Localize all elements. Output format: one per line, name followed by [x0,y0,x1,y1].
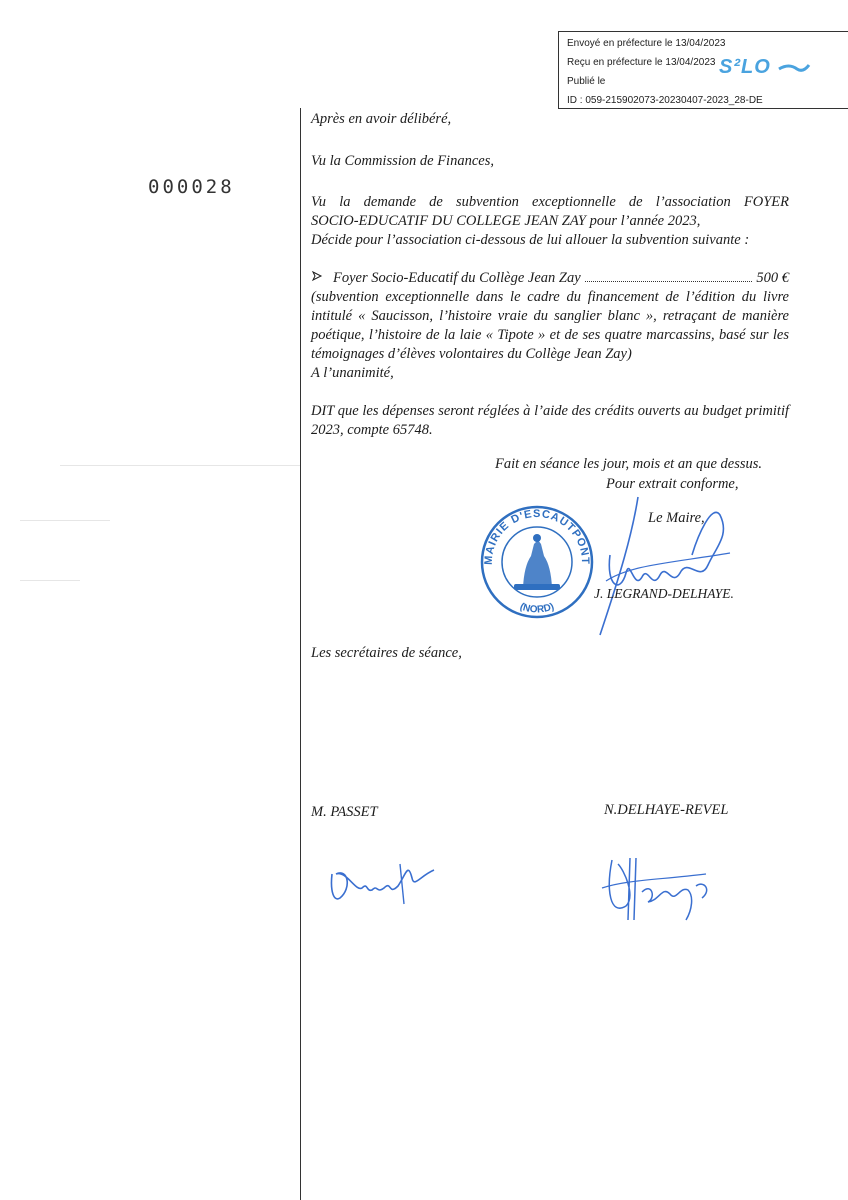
reference-number: 000028 [148,176,235,198]
deliberation-line: Après en avoir délibéré, [311,111,452,127]
arrow-bullet-icon [311,269,333,288]
mayor-signature [580,495,750,645]
prefecture-stamp-box [558,31,848,109]
request-line-2: SOCIO-EDUCATIF DU COLLEGE JEAN ZAY pour l’année 2023, [311,213,701,229]
subsidy-recipient: Foyer Socio-Educatif du Collège Jean Zay [333,270,581,286]
subsidy-line [311,269,789,288]
received-date: Reçu en préfecture le 13/04/2023 [567,57,716,68]
request-paragraph [311,193,789,250]
commission-line: Vu la Commission de Finances, [311,153,494,169]
conforme-line: Pour extrait conforme, [606,476,739,492]
fait-line: Fait en séance les jour, mois et an que dessus. [495,456,763,472]
seal-emblem-icon [514,534,560,590]
maire-title: Le Maire, [648,510,705,526]
margin-line [300,108,301,1200]
subsidy-detail: (subvention exceptionnelle dans le cadre du financement de l’édition du livre intitulé « Saucisson, l’histoire vraie du sanglier blanc », retraçant de manière poétique, l’histoire de la laie « Tipote » et de ses quatre marcassins, basé sur les témoignages d’élèves volontaires du Collège Jean Zay) [311,289,789,362]
subsidy-amount: 500 € [756,270,789,286]
mairie-seal [478,496,596,622]
sent-date: Envoyé en préfecture le 13/04/2023 [567,38,726,49]
decision-line: Décide pour l’association ci-dessous de lui allouer la subvention suivante : [311,232,750,248]
logo-swoosh-icon [777,61,811,75]
unanimity-line: A l’unanimité, [311,365,394,381]
request-line-1: Vu la demande de subvention exceptionnelle de l’association FOYER [311,194,789,210]
published-date: Publié le [567,76,606,87]
s2lo-logo-text: S²LO [719,56,771,78]
s2lo-logo [719,56,811,79]
seal-bottom-text: (NORD) [518,601,556,616]
secretary-2-name: N.DELHAYE-REVEL [604,802,729,818]
scan-line [20,580,80,581]
maire-name: J. LEGRAND-DELHAYE. [594,586,734,601]
secretary-1-name: M. PASSET [311,804,378,820]
signature-delhaye [596,850,720,932]
deliberation-body [311,110,789,459]
act-id: ID : 059-215902073-20230407-2023_28-DE [567,95,763,106]
scan-line [20,520,110,521]
budget-line: DIT que les dépenses seront réglées à l’aide des crédits ouverts au budget primitif 2023, compte 65748. [311,403,789,438]
scan-line [60,465,300,466]
signature-passet [322,852,440,914]
secretaries-heading: Les secrétaires de séance, [311,645,462,661]
dot-leader [585,281,753,282]
subsidy-item [311,269,789,383]
seal-top-text: MAIRIE D'ESCAUTPONT [482,507,592,566]
svg-text:(NORD) [518,601,555,615]
